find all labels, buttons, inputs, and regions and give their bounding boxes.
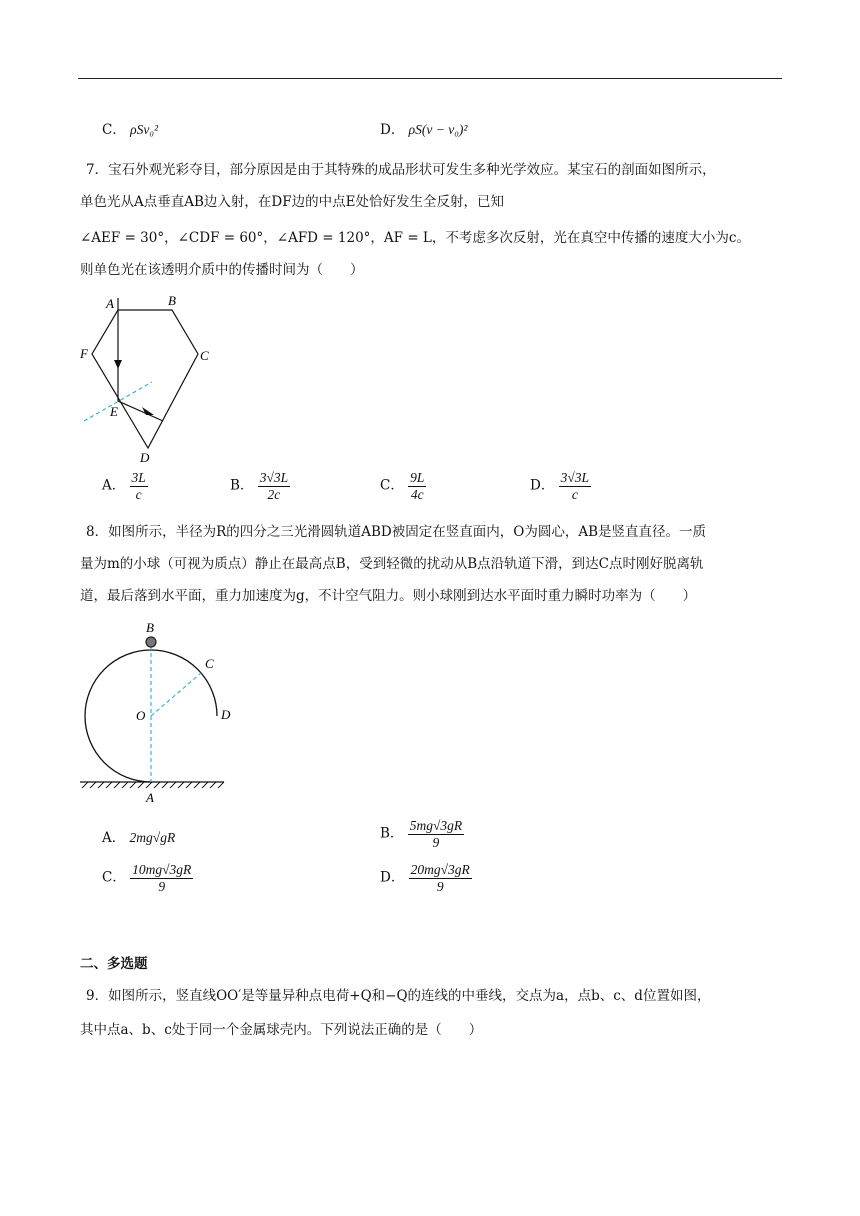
denominator: 4c [410, 486, 424, 502]
option-label: C． [102, 122, 126, 138]
option-label: C． [380, 477, 404, 494]
numerator: 20mg√3gR [410, 862, 470, 877]
option-label: A． [102, 477, 126, 494]
q8-option-d [380, 862, 472, 894]
option-expression: ρSv₀² [130, 122, 159, 137]
numerator: 10mg√3gR [132, 862, 192, 877]
label-d: D [221, 707, 231, 722]
label-b: B [168, 293, 176, 308]
denominator: c [135, 486, 142, 502]
q7-line-3: ∠AEF = 30°，∠CDF = 60°，∠AFD = 120°，AF = L，不考虑多次反射，光在真空中传播的速度大小为c。 [80, 230, 750, 246]
q7-gem-figure [74, 288, 224, 464]
q7-option-b [230, 470, 290, 502]
q7-line-1: 7．宝石外观光彩夺目，部分原因是由于其特殊的成品形状可发生多种光学效应。某宝石的剖面如图所示， [86, 162, 716, 178]
label-a: A [146, 790, 154, 805]
label-b: B [146, 620, 154, 635]
option-fraction [408, 818, 464, 850]
q8-option-a [102, 826, 175, 846]
option-label: B． [230, 477, 254, 494]
numerator: 5mg√3gR [409, 818, 463, 833]
denominator: 9 [158, 878, 166, 894]
q8-option-c [102, 862, 193, 894]
option-label: B． [380, 825, 404, 842]
q8-track-figure [74, 618, 234, 808]
label-a: A [106, 296, 114, 311]
denominator: 2c [267, 486, 281, 502]
option-label: D． [380, 869, 405, 886]
numerator: 3√3L [259, 470, 289, 485]
q8-line-2: 量为m的小球（可视为质点）静止在最高点B，受到轻微的扰动从B点沿轨道下滑，到达C点时刚好脱离轨 [80, 556, 704, 572]
q7-option-d [530, 470, 591, 502]
q9-line-1: 9．如图所示，竖直线OO′是等量异种点电荷+Q和−Q的连线的中垂线，交点为a，点b、c、d位置如图， [86, 988, 711, 1004]
ray-arrow-right [142, 407, 154, 415]
option-fraction [559, 470, 591, 502]
label-f: F [80, 346, 88, 361]
label-d: D [140, 450, 150, 464]
reflected-ray [118, 401, 163, 421]
option-fraction [409, 862, 472, 894]
ball [146, 637, 156, 647]
option-fraction [130, 862, 193, 894]
gem-outline [92, 310, 198, 448]
section-heading: 二、多选题 [80, 956, 148, 972]
option-expression: 2mg√gR [129, 830, 176, 845]
q8-line-1: 8．如图所示，半径为R的四分之三光滑圆轨道ABD被固定在竖直面内，O为圆心，AB是竖直直径。一质 [86, 524, 706, 540]
numerator: 3L [131, 470, 146, 485]
label-e: E [110, 404, 118, 419]
prev-option-c [102, 118, 158, 138]
label-c: C [205, 656, 214, 671]
label-o: O [136, 708, 146, 723]
q8-option-b [380, 818, 464, 850]
option-label: D． [530, 477, 555, 494]
header-rule [78, 78, 782, 79]
q7-option-c [380, 470, 426, 502]
q8-line-3: 道，最后落到水平面，重力加速度为g，不计空气阻力。则小球刚到达水平面时重力瞬时功率为（ ） [80, 588, 697, 604]
option-label: D． [380, 122, 405, 138]
denominator: 9 [432, 834, 440, 850]
option-label: A． [102, 830, 126, 846]
radius-oc-dashed [151, 673, 201, 716]
denominator: 9 [436, 878, 444, 894]
q9-line-2: 其中点a、b、c处于同一个金属球壳内。下列说法正确的是（ ） [80, 1022, 483, 1038]
q7-option-a [102, 470, 148, 502]
q7-line-2: 单色光从A点垂直AB边入射，在DF边的中点E处恰好发生全反射，已知 [80, 194, 504, 210]
prev-option-d [380, 118, 467, 138]
ray-arrow-down [114, 360, 122, 369]
option-label: C． [102, 869, 126, 886]
denominator: c [571, 486, 578, 502]
label-c: C [200, 348, 209, 363]
option-fraction [258, 470, 290, 502]
ground-hatching [82, 782, 224, 788]
option-expression: ρS(v − v₀)² [408, 122, 468, 137]
numerator: 3√3L [560, 470, 590, 485]
numerator: 9L [410, 470, 425, 485]
option-fraction [408, 470, 426, 502]
q7-line-4: 则单色光在该透明介质中的传播时间为（ ） [80, 262, 364, 278]
option-fraction [130, 470, 148, 502]
